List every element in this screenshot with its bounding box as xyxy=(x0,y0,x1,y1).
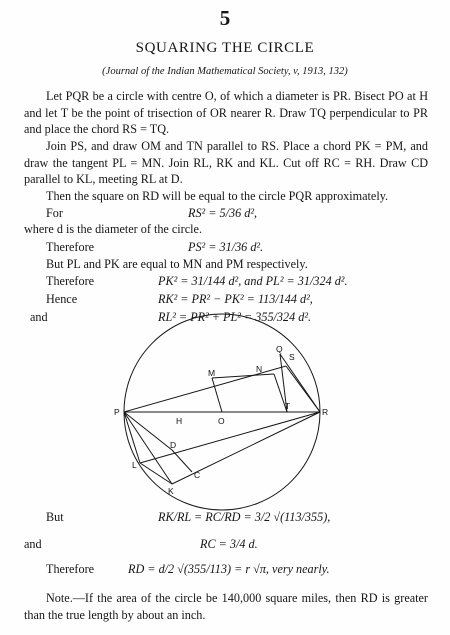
segment-mn xyxy=(212,374,274,378)
step-hence-equation: RK² = PR² − PK² = 113/144 d², xyxy=(158,292,313,306)
step-and2-label: and xyxy=(24,537,42,551)
segment-cd xyxy=(172,450,192,472)
step-but-line: But PL and PK are equal to MN and PM respectively. xyxy=(46,257,308,271)
label-d: D xyxy=(170,440,177,450)
step-but2-label: But xyxy=(46,510,64,524)
paragraph-claim: Then the square on RD will be equal to the circle PQR approximately. xyxy=(46,189,389,203)
step-for-equation: RS² = 5/36 d², xyxy=(188,206,258,220)
label-k: K xyxy=(168,486,174,496)
label-o: O xyxy=(218,416,225,426)
citation: (Journal of the Indian Mathematical Society, v, 1913, 132) xyxy=(102,66,348,77)
geometry-figure xyxy=(114,330,350,500)
step-therefore2-label: Therefore xyxy=(46,274,95,288)
paragraph-chords: Join PS, and draw OM and TN parallel to RS. Place a chord PK = PM, and draw the tangent PL = MN. Join RL, RK and KL. Cut off RC = RH. Draw CD parallel to KL, meeting RL at D. xyxy=(24,139,428,186)
label-t: T xyxy=(285,401,291,411)
step-hence-label: Hence xyxy=(46,292,78,306)
label-p: P xyxy=(114,407,120,417)
step-for-label: For xyxy=(46,206,63,220)
label-c: C xyxy=(194,470,201,480)
step-where: where d is the diameter of the circle. xyxy=(24,222,202,236)
label-m: M xyxy=(208,368,216,378)
label-s: S xyxy=(289,352,295,362)
segment-om xyxy=(212,378,222,412)
article-title: SQUARING THE CIRCLE xyxy=(135,40,315,56)
label-l: L xyxy=(132,460,137,470)
segment-kl xyxy=(140,463,172,484)
label-h: H xyxy=(176,416,183,426)
step-and1-label: and xyxy=(30,310,48,324)
step-therefore1-label: Therefore xyxy=(46,240,95,254)
step-and1-equation: RL² = PR² + PL² = 355/324 d². xyxy=(158,310,312,324)
step-and2-equation: RC = 3/4 d. xyxy=(200,537,258,551)
step-but2-equation: RK/RL = RC/RD = 3/2 √(113/355), xyxy=(158,510,331,524)
step-therefore3-equation: RD = d/2 √(355/113) = r √π, very nearly. xyxy=(128,562,330,576)
label-q: Q xyxy=(276,344,283,354)
segment-pd xyxy=(124,412,172,450)
label-r: R xyxy=(322,407,329,417)
paragraph-construction: Let PQR be a circle with centre O, of which a diameter is PR. Bisect PO at H and let T be the point of trisection of OR nearer R. Draw TQ perpendicular to PR and place the chord RS = TQ. xyxy=(24,89,428,136)
step-therefore1-equation: PS² = 31/36 d². xyxy=(188,240,264,254)
step-therefore2-equation: PK² = 31/144 d², and PL² = 31/324 d². xyxy=(158,274,348,288)
step-therefore3-label: Therefore xyxy=(46,562,95,576)
page-number: 5 xyxy=(219,6,231,30)
note-paragraph: Note.—If the area of the circle be 140,000 square miles, then RD is greater than the true length by about an inch. xyxy=(24,591,428,622)
label-n: N xyxy=(256,364,263,374)
tangent-pl xyxy=(124,412,140,463)
